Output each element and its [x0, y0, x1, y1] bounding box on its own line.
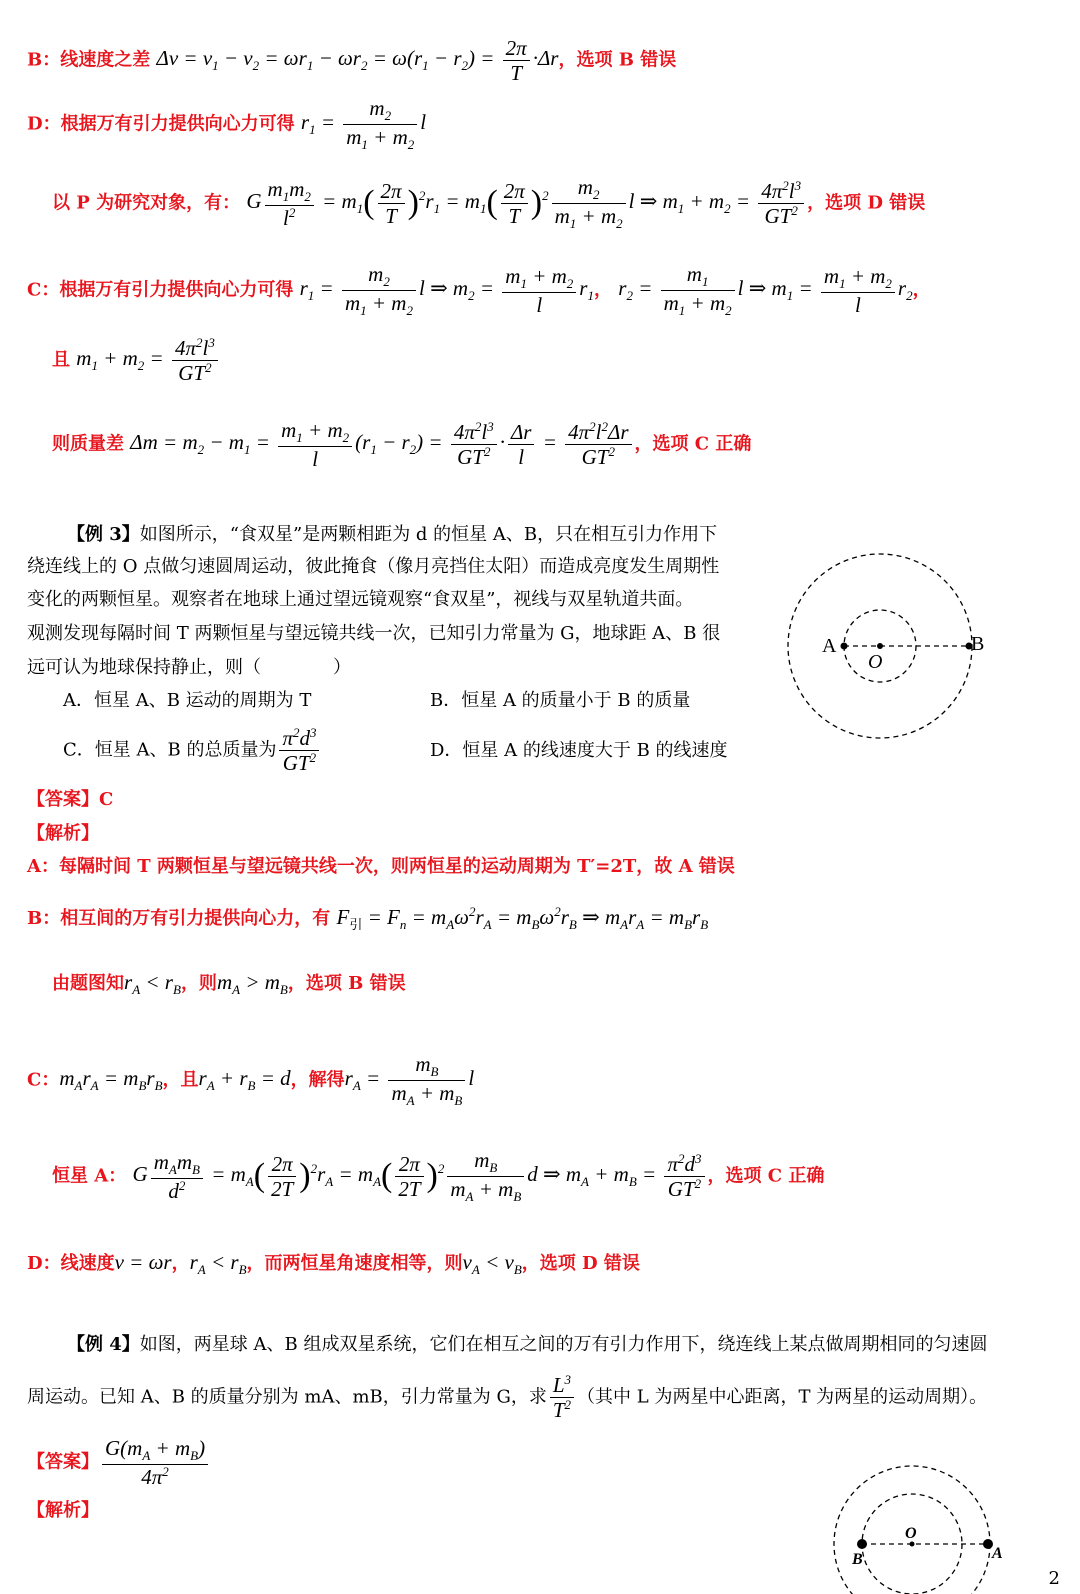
ex3-orbit-diagram — [782, 548, 985, 744]
ex3-b2-line: 由题图知$r_A < r_B$，则$m_A > m_B$，选项 B 错误 — [52, 970, 406, 998]
ex3-line3: 变化的两颗恒星。观察者在地球上通过望远镜观察“食双星”，视线与双星轨道共面。 — [27, 589, 694, 610]
ex3-star-a-line: 恒星 A： G $\frac{m_Am_B}{d^2}$ = $m_A$( $\frac{2\pi}{2T}$ )$^2r_A = m_A$( $\frac{2\pi}{2T}$ )$^2$ $\frac{m_B}{m_A + m_B}$ d ⇒ $m_A + m_B$ = $\frac{\pi^2d^3}{GT^2}$ ，选项 C 正确 — [52, 1148, 825, 1205]
ex4-heading: 【例 4】 — [67, 1334, 140, 1355]
ex4-line1: 【例 4】如图，两星球 A、B 组成双星系统，它们在相互之间的万有引力作用下，绕连线上某点做周期相同的匀速圆 — [67, 1334, 988, 1355]
star-b-dot — [857, 1539, 867, 1549]
center-o-dot — [910, 1542, 915, 1547]
formula: $m_1 + m_2$ = $\frac{4\pi^2l^3}{GT^2}$ — [76, 346, 221, 370]
formula: G $\frac{m_1m_2}{l^2}$ = $m_1$( $\frac{2\pi}{T}$ )$^2r_1 = m_1$( $\frac{2\pi}{T}$ )$^2$ $\frac{m_2}{m_1 + m_2}$ l ⇒ $m_1 + m_2$ = $\frac{4\pi^2l^3}{GT^2}$ — [246, 189, 807, 213]
formula: $\Delta m = m_2 - m_1$ = $\frac{m_1 + m_2}{l}$ $(r_1 - r_2)$ = $\frac{4\pi^2l^3}{GT^2}$ · $\frac{\Delta r}{l}$ = $\frac{4\pi^2l^2\Delta r}{GT^2}$ — [130, 430, 634, 454]
ex3-c-line: C：$m_Ar_A = m_Br_B$，且$r_A + r_B = d$，解得$r_A$ = $\frac{m_B}{m_A + m_B}$ l — [27, 1052, 475, 1109]
label-b: B — [852, 1551, 863, 1568]
formula: $\Delta v = v_1 - v_2 = \omega r_1 - \omega r_2 = \omega(r_1 - r_2)$ = $\frac{2\pi}{T}$ ·Δr — [156, 36, 559, 86]
sol-and-line: 且 $m_1 + m_2$ = $\frac{4\pi^2l^3}{GT^2}$ — [52, 336, 221, 385]
label-a: A — [992, 1545, 1003, 1562]
label-o: O — [868, 651, 883, 673]
sol-p-line: 以 P 为研究对象，有： G $\frac{m_1m_2}{l^2}$ = $m_1$( $\frac{2\pi}{T}$ )$^2r_1 = m_1$( $\frac{2\pi}{T}$ )$^2$ $\frac{m_2}{m_1 + m_2}$ l ⇒ $m_1 + m_2$ = $\frac{4\pi^2l^3}{GT^2}$ ，选项 D 错误 — [52, 175, 926, 232]
label-o: O — [905, 1525, 917, 1542]
ex3-b-line: B：相互间的万有引力提供向心力，有 $F_引 = F_n = m_A\omega^2r_A = m_B\omega^2r_B$ ⇒ $m_Ar_A = m_Br_B$ — [27, 904, 709, 933]
ex4-line2: 周运动。已知 A、B 的质量分别为 mA、mB，引力常量为 G，求 $\frac{L^3}{T^2}$ （其中 L 为两星中心距离，T 为两星的运动周期）。 — [27, 1372, 988, 1423]
ex3-a-line: A：每隔时间 T 两颗恒星与望远镜共线一次，则两恒星的运动周期为 T′=2T，故 A 错误 — [27, 856, 735, 877]
sol-b-line: B：线速度之差 $\Delta v = v_1 - v_2 = \omega r_1 - \omega r_2 = \omega(r_1 - r_2)$ = $\frac{2\pi}{T}$ ·Δr，选项 B 错误 — [27, 36, 677, 86]
formula: $r_1$ = $\frac{m_2}{m_1 + m_2}$ l — [300, 96, 427, 153]
ex3-option-b: B．恒星 A 的质量小于 B 的质量 — [430, 690, 691, 711]
formula: $F_引 = F_n = m_A\omega^2r_A = m_B\omega^2r_B$ ⇒ $m_Ar_A = m_Br_B$ — [336, 904, 709, 933]
center-o-dot — [877, 643, 883, 649]
ex3-option-d: D．恒星 A 的线速度大于 B 的线速度 — [430, 740, 728, 761]
label-b: B — [971, 633, 985, 655]
star-a-dot — [841, 643, 848, 650]
sol-c-line: C：根据万有引力提供向心力可得 $r_1$ = $\frac{m_2}{m_1 + m_2}$ l ⇒ $m_2$ = $\frac{m_1 + m_2}{l}$ $r_1$， $r_2$ = $\frac{m_1}{m_1 + m_2}$ l ⇒ $m_1$ = $\frac{m_1 + m_2}{l}$ $r_2$， — [27, 262, 931, 319]
ex3-line4: 观测发现每隔时间 T 两颗恒星与望远镜共线一次，已知引力常量为 G，地球距 A、B 很 — [27, 623, 721, 644]
ex4-analysis-label: 【解析】 — [27, 1500, 99, 1521]
label-a: A — [822, 635, 837, 657]
sol-diff-line: 则质量差 $\Delta m = m_2 - m_1$ = $\frac{m_1 + m_2}{l}$ $(r_1 - r_2)$ = $\frac{4\pi^2l^3}{GT^2}$ · $\frac{\Delta r}{l}$ = $\frac{4\pi^2l^2\Delta r}{GT^2}$ ，选项 C 正确 — [52, 418, 752, 472]
ex3-heading: 【例 3】 — [67, 524, 140, 545]
ex3-line1: 【例 3】如图所示，“食双星”是两颗相距为 d 的恒星 A、B，只在相互引力作用下 — [67, 524, 718, 545]
page-number: 2 — [1048, 1568, 1060, 1589]
formula: G $\frac{m_Am_B}{d^2}$ = $m_A$( $\frac{2\pi}{2T}$ )$^2r_A = m_A$( $\frac{2\pi}{2T}$ )$^2$ $\frac{m_B}{m_A + m_B}$ d ⇒ $m_A + m_B$ = $\frac{\pi^2d^3}{GT^2}$ — [133, 1162, 708, 1186]
sol-d-line: D：根据万有引力提供向心力可得 $r_1$ = $\frac{m_2}{m_1 + m_2}$ l — [27, 96, 427, 153]
ex3-analysis-label: 【解析】 — [27, 823, 99, 844]
ex3-answer: 【答案】C — [27, 789, 114, 810]
ex3-option-a: A．恒星 A、B 运动的周期为 T — [63, 690, 312, 711]
ex3-line5: 远可认为地球保持静止，则（ ） — [27, 657, 351, 678]
ex4-answer: 【答案】 $\frac{G(m_A + m_B)}{4\pi^2}$ — [27, 1436, 211, 1489]
formula: $r_1$ = $\frac{m_2}{m_1 + m_2}$ l ⇒ $m_2$ = $\frac{m_1 + m_2}{l}$ $r_1$ — [299, 262, 594, 319]
ex3-d-line: D：线速度v = ωr，$r_A < r_B$，而两恒星角速度相等，则$v_A < v_B$，选项 D 错误 — [27, 1250, 640, 1278]
ex3-option-c: C．恒星 A、B 的总质量为 $\frac{\pi^2d^3}{GT^2}$ — [63, 726, 322, 775]
ex4-orbit-diagram — [830, 1434, 1016, 1594]
ex3-line2: 绕连线上的 O 点做匀速圆周运动，彼此掩食（像月亮挡住太阳）而造成亮度发生周期性 — [27, 556, 720, 577]
